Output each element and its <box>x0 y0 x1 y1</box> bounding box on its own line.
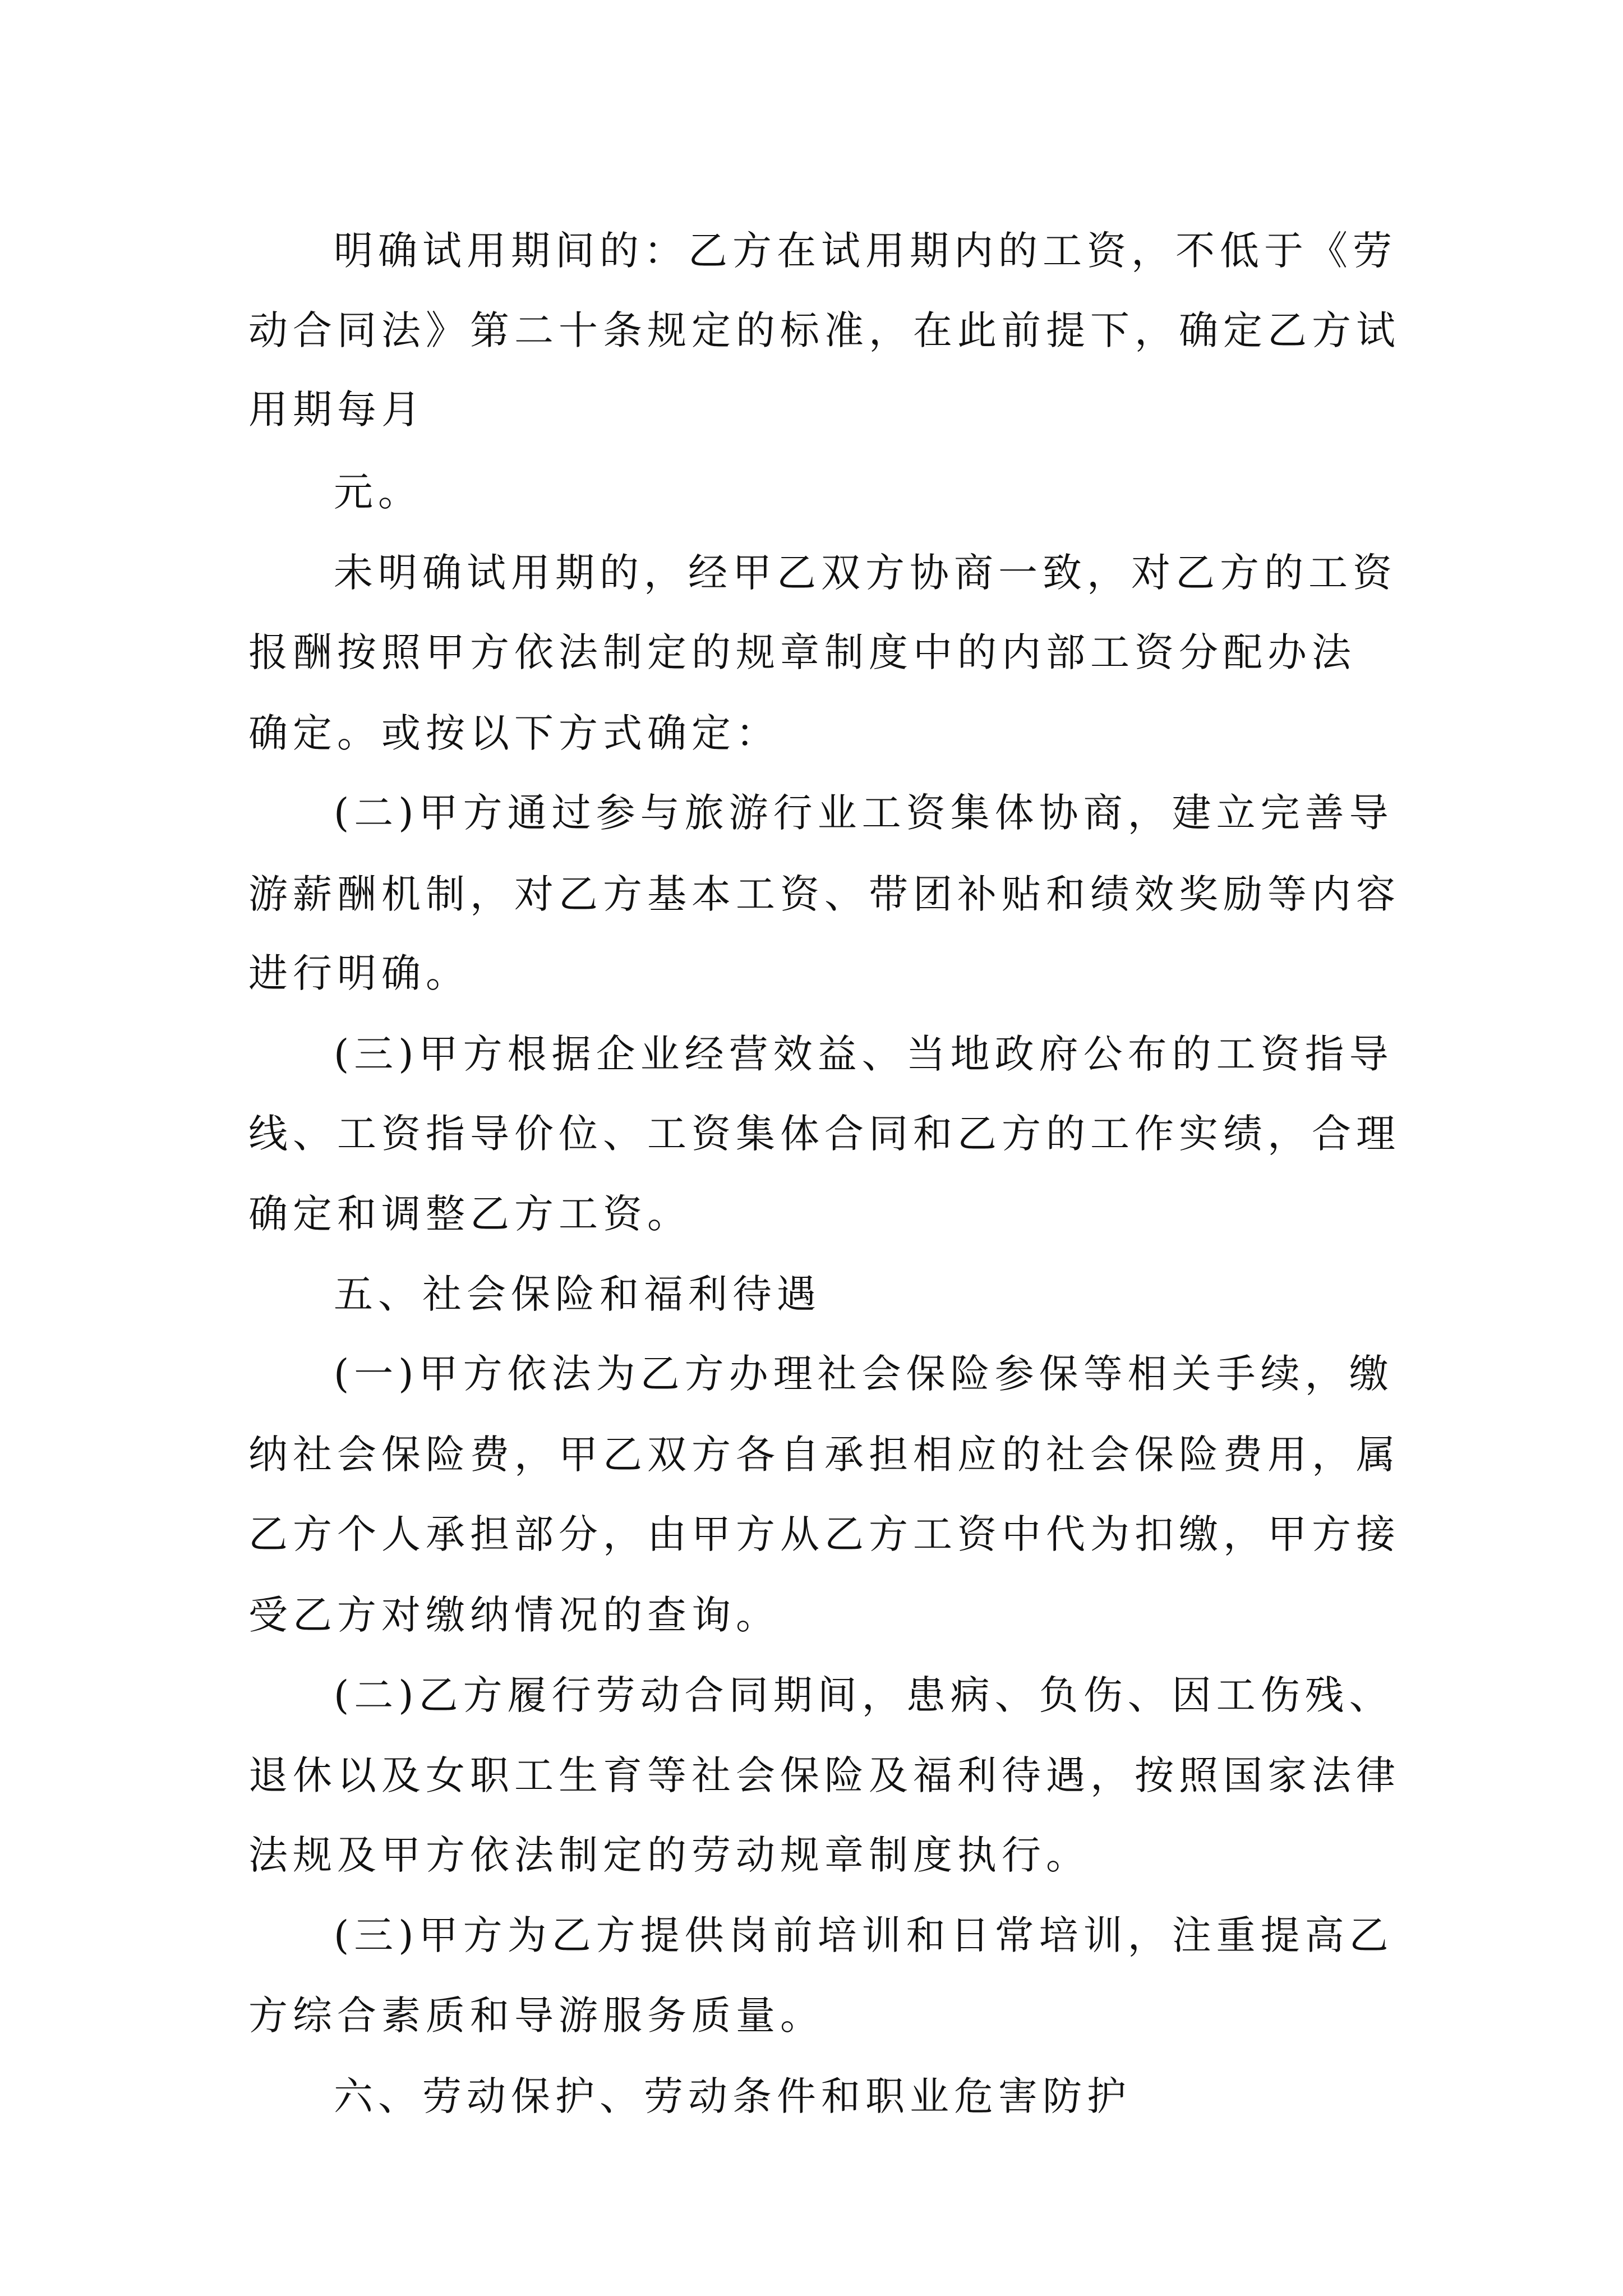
text-line-4: 元。 <box>334 469 422 515</box>
text-line-13: 确定和调整乙方工资。 <box>248 1191 691 1237</box>
text-line-8: (二)甲方通过参与旅游行业工资集体协商，建立完善导 <box>334 790 1394 836</box>
text-line-20: 退休以及女职工生育等社会保险及福利待遇，按照国家法律 <box>248 1752 1400 1798</box>
text-line-22: (三)甲方为乙方提供岗前培训和日常培训，注重提高乙 <box>334 1912 1394 1958</box>
section-heading-social-insurance: 五、社会保险和福利待遇 <box>334 1271 821 1317</box>
text-line-11: (三)甲方根据企业经营效益、当地政府公布的工资指导 <box>334 1031 1394 1077</box>
text-line-17: 乙方个人承担部分，由甲方从乙方工资中代为扣缴，甲方接 <box>248 1511 1400 1557</box>
text-line-1: 明确试用期间的：乙方在试用期内的工资，不低于《劳 <box>334 228 1397 274</box>
section-heading-labor-protection: 六、劳动保护、劳动条件和职业危害防护 <box>334 2073 1131 2119</box>
text-line-23: 方综合素质和导游服务质量。 <box>248 1993 824 2039</box>
text-line-2: 动合同法》第二十条规定的标准，在此前提下，确定乙方试 <box>248 307 1400 353</box>
text-line-19: (二)乙方履行劳动合同期间，患病、负伤、因工伤残、 <box>334 1672 1394 1718</box>
text-line-18: 受乙方对缴纳情况的查询。 <box>248 1592 780 1638</box>
text-line-15: (一)甲方依法为乙方办理社会保险参保等相关手续，缴 <box>334 1351 1394 1397</box>
text-line-21: 法规及甲方依法制定的劳动规章制度执行。 <box>248 1832 1090 1878</box>
text-line-16: 纳社会保险费，甲乙双方各自承担相应的社会保险费用，属 <box>248 1432 1400 1478</box>
text-line-3: 用期每月 <box>248 386 426 432</box>
text-line-12: 线、工资指导价位、工资集体合同和乙方的工作实绩，合理 <box>248 1111 1400 1157</box>
text-line-9: 游薪酬机制，对乙方基本工资、带团补贴和绩效奖励等内容 <box>248 871 1400 917</box>
text-line-5: 未明确试用期的，经甲乙双方协商一致，对乙方的工资 <box>334 550 1397 596</box>
text-line-7: 确定。或按以下方式确定： <box>248 710 780 756</box>
text-line-10: 进行明确。 <box>248 950 470 996</box>
text-line-6: 报酬按照甲方依法制定的规章制度中的内部工资分配办法 <box>248 629 1356 675</box>
